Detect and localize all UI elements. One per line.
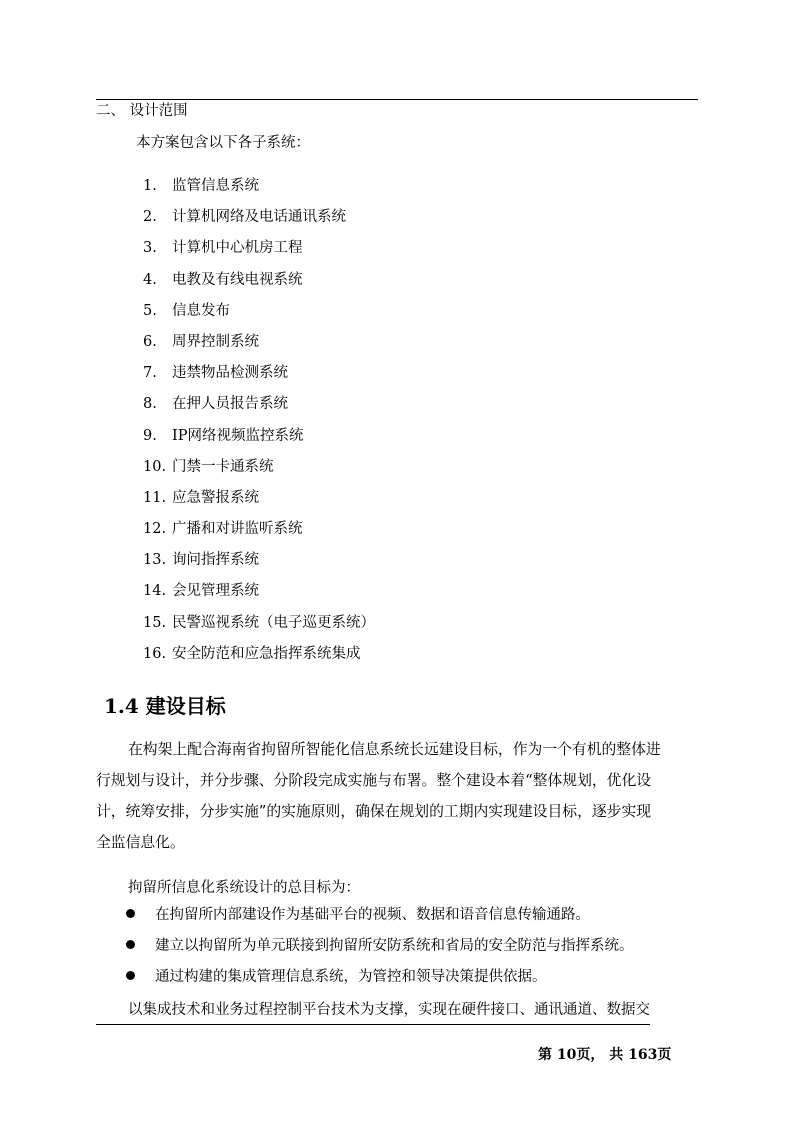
list-item [143, 205, 375, 236]
list-item [143, 455, 375, 486]
list-item [143, 392, 375, 423]
list-label: 在押人员报告系统 [172, 396, 288, 413]
list-number: 10. [143, 458, 167, 475]
list-item [143, 611, 375, 642]
continuation-paragraph: 以集成技术和业务过程控制平台技术为支撑，实现在硬件接口、通讯通道、数据交 [128, 1002, 650, 1018]
bullet-icon [126, 940, 135, 949]
list-label: 计算机中心机房工程 [172, 240, 303, 257]
list-item [143, 236, 375, 267]
list-number: 13. [143, 552, 167, 569]
list-number: 7. [143, 365, 157, 382]
list-number: 16. [143, 645, 167, 662]
list-item [126, 902, 634, 933]
list-number: 14. [143, 583, 167, 600]
list-item [143, 517, 375, 548]
list-number: 2. [143, 209, 157, 226]
list-label: IP网络视频监控系统 [172, 427, 304, 444]
list-label: 周界控制系统 [172, 333, 259, 350]
list-number: 8. [143, 396, 157, 413]
page-number: 第 10页， 共 163页 [538, 1047, 672, 1063]
list-number: 6. [143, 333, 157, 350]
list-label: 民警巡视系统（电子巡更系统） [172, 614, 375, 631]
list-number: 11. [143, 489, 167, 506]
footer-rule [96, 1024, 650, 1025]
bullet-text: 通过构建的集成管理信息系统，为管控和领导决策提供依据。 [155, 969, 547, 985]
paragraph-line: 行规划与设计，并分步骤、分阶段完成实施与布署。整个建设本着“整体规划，优化设 [96, 772, 652, 789]
list-item [143, 268, 375, 299]
header-rule [96, 99, 698, 100]
bullet-icon [126, 971, 135, 980]
list-number: 15. [143, 614, 167, 631]
list-label: 计算机网络及电话通讯系统 [172, 209, 346, 226]
bullet-text: 建立以拘留所为单元联接到拘留所安防系统和省局的安全防范与指挥系统。 [155, 938, 634, 954]
list-label: 监管信息系统 [172, 178, 259, 194]
goal-summary-intro: 拘留所信息化系统设计的总目标为： [128, 880, 360, 896]
paragraph-line: 全监信息化。 [96, 834, 185, 851]
list-item [126, 964, 634, 995]
section-intro: 本方案包含以下各子系统： [136, 135, 310, 151]
list-number: 3. [143, 240, 157, 257]
list-item [143, 642, 375, 673]
list-label: 广播和对讲监听系统 [172, 521, 303, 538]
list-number: 5. [143, 302, 157, 319]
list-item [143, 579, 375, 610]
list-item [143, 424, 375, 455]
paragraph-line: 计，统筹安排，分步实施”的实施原则，确保在规划的工期内实现建设目标，逐步实现 [96, 803, 652, 820]
list-number: 9. [143, 427, 157, 444]
list-number: 1. [143, 178, 157, 194]
bullet-icon [126, 909, 135, 918]
list-item [143, 548, 375, 579]
list-number: 12. [143, 521, 167, 538]
list-item [143, 486, 375, 517]
goal-bullet-list [126, 902, 634, 995]
list-label: 信息发布 [172, 302, 230, 319]
list-label: 询问指挥系统 [172, 552, 259, 569]
list-number: 4. [143, 271, 157, 288]
list-label: 电教及有线电视系统 [172, 271, 303, 288]
list-label: 违禁物品检测系统 [172, 365, 288, 382]
list-label: 门禁一卡通系统 [172, 458, 274, 475]
bullet-text: 在拘留所内部建设作为基础平台的视频、数据和语音信息传输通路。 [155, 907, 590, 923]
list-item [143, 361, 375, 392]
list-item [143, 330, 375, 361]
list-label: 安全防范和应急指挥系统集成 [172, 645, 361, 662]
list-item [126, 933, 634, 964]
list-label: 会见管理系统 [172, 583, 259, 600]
subsystem-list [143, 174, 375, 673]
list-label: 应急警报系统 [172, 489, 259, 506]
section-heading: 1.4 建设目标 [104, 694, 226, 718]
goal-paragraph [96, 734, 700, 858]
list-item [143, 174, 375, 205]
list-item [143, 299, 375, 330]
paragraph-line: 在构架上配合海南省拘留所智能化信息系统长远建设目标，作为一个有机的整体进 [128, 741, 661, 758]
section-title: 二、 设计范围 [96, 103, 188, 119]
